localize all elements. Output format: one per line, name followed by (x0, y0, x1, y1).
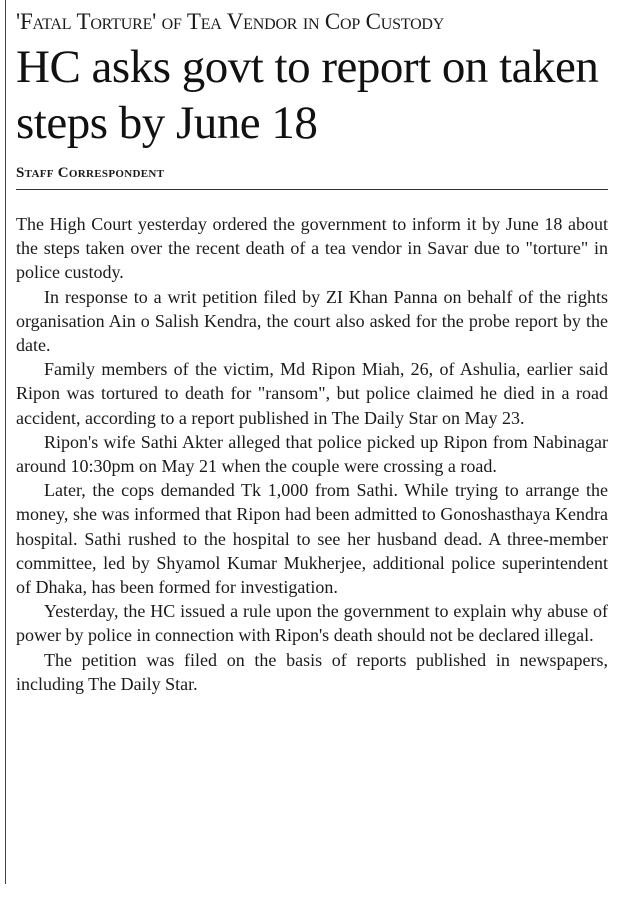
article-paragraph: The High Court yesterday ordered the government to inform it by June 18 about the steps taken over the recent death of a tea vendor in Savar due to "torture" in police custody. (16, 214, 608, 283)
article-paragraph: Later, the cops demanded Tk 1,000 from Sathi. While trying to arrange the money, she was informed that Ripon had been admitted to Gonoshasthaya Kendra hospital. Sathi rushed to the hospital to see her husband dead. A three-member committee, led by Shyamol Kumar Mukherjee, additional police superintendent of Dhaka, has been formed for investigation. (16, 480, 608, 598)
article-paragraph: Ripon's wife Sathi Akter alleged that police picked up Ripon from Nabinagar around 10:30pm on May 21 when the couple were crossing a road. (16, 431, 608, 477)
article-kicker: 'Fatal Torture' of Tea Vendor in Cop Custody (16, 9, 445, 34)
article-paragraph: The petition was filed on the basis of reports published in newspapers, including The Daily Star. (16, 649, 608, 694)
article-paragraph: In response to a writ petition filed by ZI Khan Panna on behalf of the rights organisation Ain o Salish Kendra, the court also asked for the probe report by the date. (16, 286, 608, 356)
article-paragraph: Yesterday, the HC issued a rule upon the government to explain why abuse of power by police in connection with Ripon's death should not be declared illegal. (16, 601, 608, 646)
news-article (16, 8, 608, 696)
article-headline: HC asks govt to report on taken steps by June 18 (16, 41, 599, 149)
article-paragraph: Family members of the victim, Md Ripon Miah, 26, of Ashulia, earlier said Ripon was tortured to death for "ransom", but police claimed he died in a road accident, according to a report published in The Daily Star on May 23. (16, 359, 608, 428)
column-rule (5, 0, 6, 884)
article-byline: Staff Correspondent (16, 163, 608, 190)
article-body (16, 212, 608, 696)
